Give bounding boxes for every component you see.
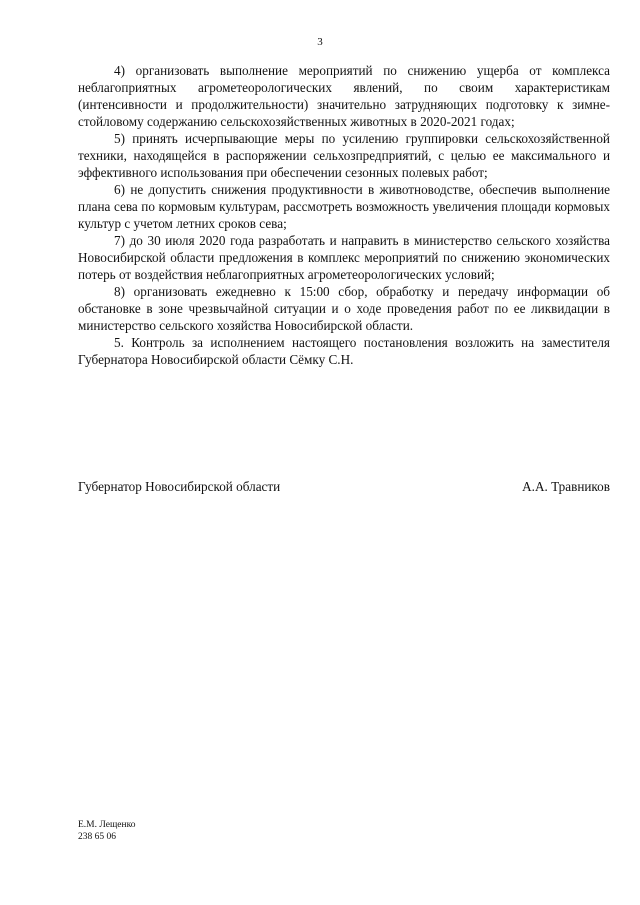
paragraph-item-8: 8) организовать ежедневно к 15:00 сбор, обработку и передачу информации об обстановке в зоне чрезвычайной ситуации и о ходе проведения работ по ее ликвидации в министерство сельского хозяйства Новосибирской области. (78, 284, 610, 333)
page-number: 3 (317, 36, 323, 48)
executor-block (78, 819, 135, 843)
paragraph-control-clause: 5. Контроль за исполнением настоящего постановления возложить на заместителя Губернатора Новосибирской области Сёмку С.Н. (78, 335, 610, 367)
paragraph-item-4: 4) организовать выполнение мероприятий по снижению ущерба от комплекса неблагоприятных агрометеорологических явлений, по своим характеристикам (интенсивности и продолжительности) значительно затрудняющих подготовку к зимне-стойловому содержанию сельскохозяйственных животных в 2020-2021 годах; (78, 63, 610, 129)
signatory-name: А.А. Травников (522, 479, 610, 494)
signatory-title: Губернатор Новосибирской области (78, 479, 281, 494)
paragraph-item-7: 7) до 30 июля 2020 года разработать и направить в министерство сельского хозяйства Новосибирской области предложения в комплекс мероприятий по снижению экономических потерь от воздействия неблагоприятных агрометеорологических условий; (78, 233, 610, 282)
paragraph-item-5: 5) принять исчерпывающие меры по усилению группировки сельскохозяйственной техники, находящейся в распоряжении сельхозпредприятий, с целью ее максимального и эффективного использования при обеспечении сезонных полевых работ; (78, 131, 610, 180)
paragraph-item-6: 6) не допустить снижения продуктивности в животноводстве, обеспечив выполнение плана сева по кормовым культурам, рассмотреть возможность увеличения площади кормовых культур с учетом летних сроков сева; (78, 182, 610, 231)
document-body (78, 62, 610, 368)
executor-name: Е.М. Лещенко (78, 820, 136, 830)
signature-block (78, 478, 610, 496)
executor-phone: 238 65 06 (78, 832, 116, 842)
